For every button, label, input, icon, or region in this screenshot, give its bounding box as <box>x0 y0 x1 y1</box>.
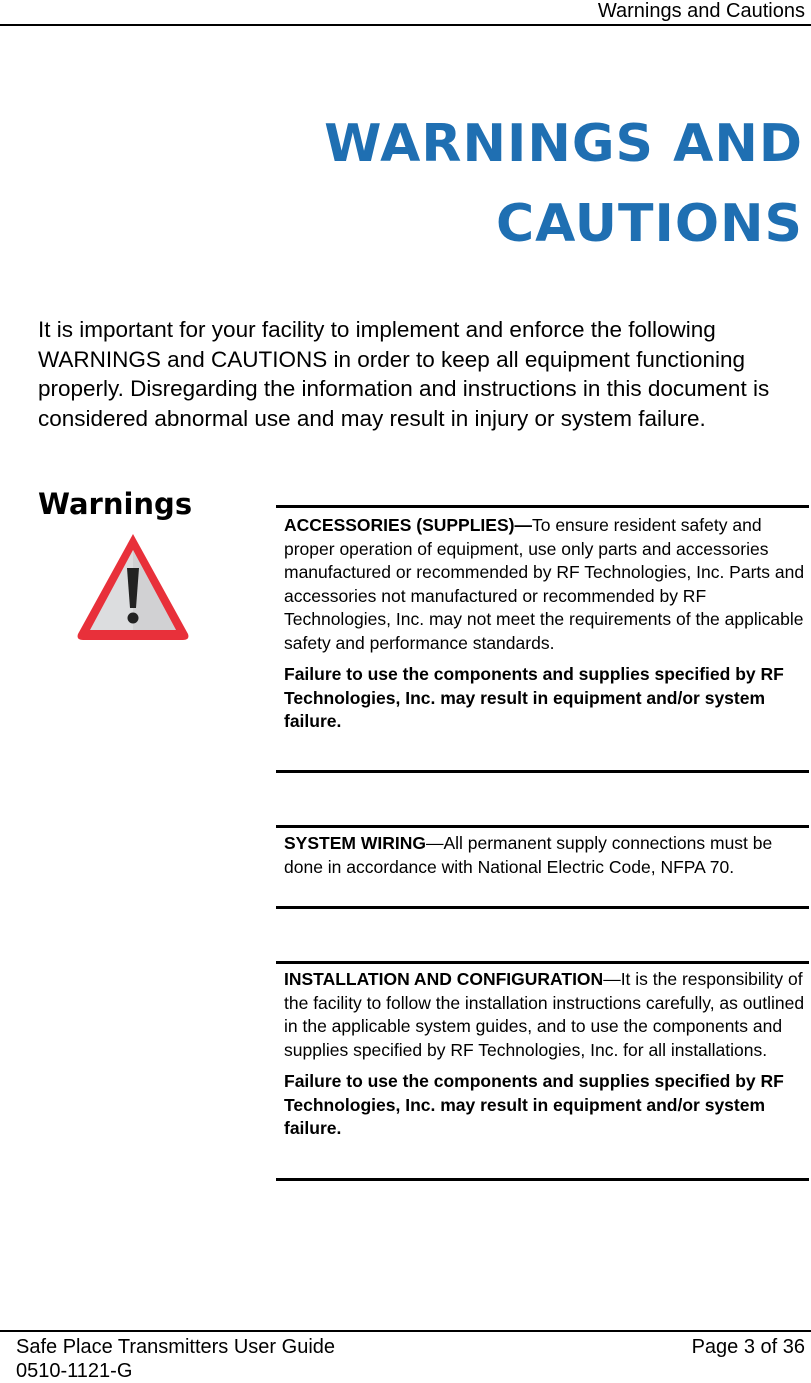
warning-accessories <box>276 505 809 773</box>
page-title <box>103 104 803 264</box>
warning-installation <box>276 961 809 1181</box>
warning-system-wiring <box>276 825 809 909</box>
warning-triangle-icon <box>72 528 194 644</box>
footer-guide-title: Safe Place Transmitters User Guide <box>16 1336 336 1358</box>
warnings-heading: Warnings <box>38 487 193 521</box>
intro-paragraph: It is important for your facility to implement and enforce the following WARNINGS and CAUTIONS in order to keep all equipment functioning properly. Disregarding the information and instructions in this document is considered abnormal use and may result in injury or system failure. <box>38 317 770 431</box>
warning-system-wiring-text <box>284 832 809 879</box>
warning-installation-text <box>284 968 809 1062</box>
running-header: Warnings and Cautions <box>597 0 805 22</box>
warning-installation-body: —It is the responsibility of the facility to follow the installation instructions carefully, as outlined in the applicable system guides, and to use the components and supplies specified by RF Technologies, Inc. for all installations. <box>284 969 805 1060</box>
warning-accessories-note: Failure to use the components and supplies specified by RF Technologies, Inc. may result in equipment and/or system failure. <box>284 664 784 731</box>
warning-installation-note: Failure to use the components and supplies specified by RF Technologies, Inc. may result in equipment and/or system failure. <box>284 1071 784 1138</box>
warning-installation-title: INSTALLATION AND CONFIGURATION <box>284 969 604 989</box>
warning-system-wiring-body: —All permanent supply connections must be done in accordance with National Electric Code, NFPA 70. <box>284 833 773 877</box>
warning-accessories-title: ACCESSORIES (SUPPLIES)— <box>284 515 532 535</box>
warning-accessories-text <box>284 514 809 655</box>
warning-system-wiring-title: SYSTEM WIRING <box>284 833 426 853</box>
footer-doc-number: 0510-1121-G <box>16 1360 133 1382</box>
header-divider <box>0 24 811 26</box>
warning-accessories-body: To ensure resident safety and proper operation of equipment, use only parts and accessories manufactured or recommended by RF Technologies, Inc. Parts and accessories not manufactured or recommended by RF Technologies, Inc. may not meet the requirements of the applicable safety and performance standards. <box>284 515 805 653</box>
footer-divider <box>0 1330 811 1332</box>
footer-page-number: Page 3 of 36 <box>691 1336 805 1358</box>
page-title-line-1: WARNINGS AND <box>324 114 803 174</box>
page-title-line-2: CAUTIONS <box>495 194 803 254</box>
footer-left <box>16 1335 335 1383</box>
